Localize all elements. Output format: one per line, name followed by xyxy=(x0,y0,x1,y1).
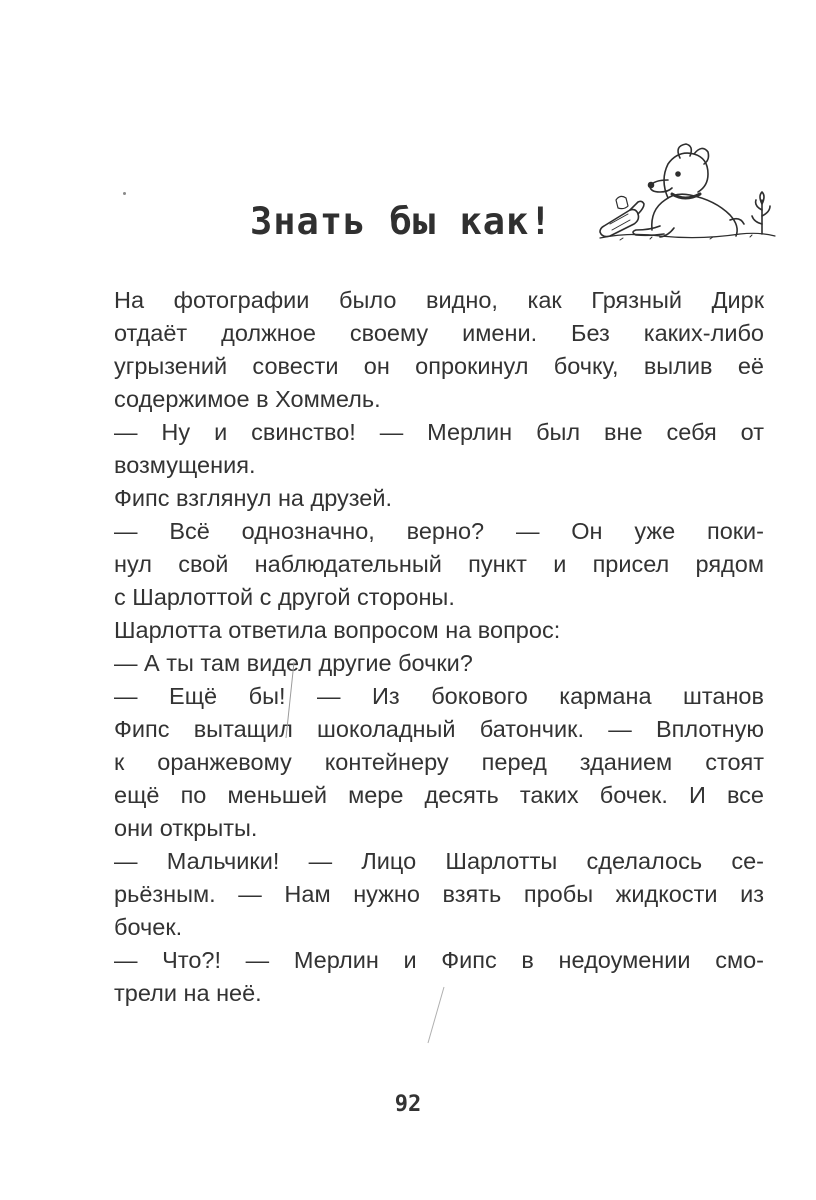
text-line: трели на неё. xyxy=(114,980,262,1006)
text-line: содержимое в Хоммель. xyxy=(114,386,381,412)
dog-with-bottle-illustration xyxy=(590,140,780,250)
text-line: Шарлотта ответила вопросом на вопрос: xyxy=(114,617,561,643)
text-line: отдаёт должное своему имени. Без каких-либо xyxy=(114,320,764,346)
text-line: к оранжевому контейнеру перед зданием стоят xyxy=(114,749,764,775)
text-line: угрызений совести он опрокинул бочку, вылив её xyxy=(114,353,764,379)
text-line: рьёзным. — Нам нужно взять пробы жидкости из xyxy=(114,881,764,907)
text-line: бочек. xyxy=(114,914,183,940)
text-line: На фотографии было видно, как Грязный Дирк xyxy=(114,287,764,313)
chapter-title: Знать бы как! xyxy=(250,200,553,243)
text-line: — Что?! — Мерлин и Фипс в недоумении смо- xyxy=(114,947,764,973)
text-line: с Шарлоттой с другой стороны. xyxy=(114,584,455,610)
text-line: ещё по меньшей мере десять таких бочек. И все xyxy=(114,782,764,808)
body-text xyxy=(114,284,764,1010)
text-line: Фипс вытащил шоколадный батончик. — Вплотную xyxy=(114,716,764,742)
paper-speck xyxy=(123,192,126,195)
text-line: — А ты там видел другие бочки? xyxy=(114,650,473,676)
text-line: они открыты. xyxy=(114,815,258,841)
text-line: — Всё однозначно, верно? — Он уже поки- xyxy=(114,518,764,544)
text-line: Фипс взглянул на друзей. xyxy=(114,485,393,511)
page-number: 92 xyxy=(394,1092,422,1117)
text-line: — Мальчики! — Лицо Шарлотты сделалось се- xyxy=(114,848,764,874)
text-line: нул свой наблюдательный пункт и присел рядом xyxy=(114,551,764,577)
text-line: — Ну и свинство! — Мерлин был вне себя от xyxy=(114,419,764,445)
text-line: — Ещё бы! — Из бокового кармана штанов xyxy=(114,683,764,709)
text-line: возмущения. xyxy=(114,452,256,478)
